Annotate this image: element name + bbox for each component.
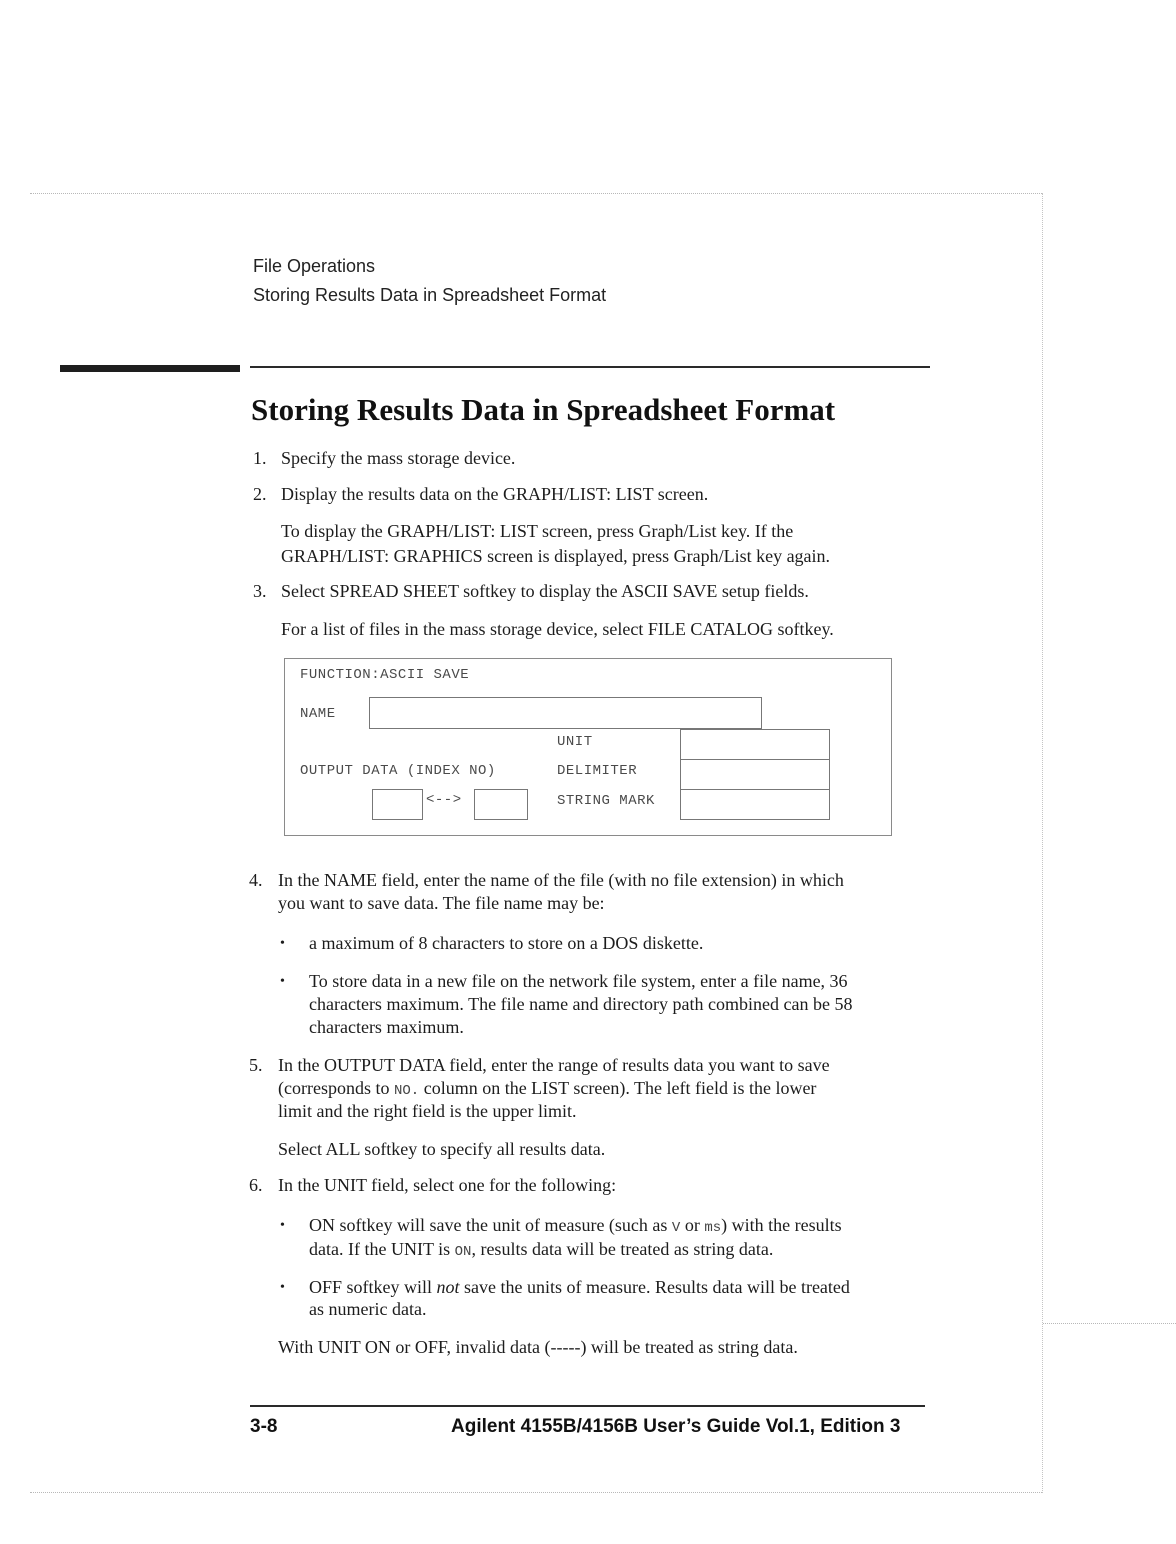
step-1-text: Specify the mass storage device.	[281, 448, 516, 468]
step-6-bullet-2-line-2: as numeric data.	[309, 1299, 427, 1319]
step-2-note-line-2: GRAPH/LIST: GRAPHICS screen is displayed, press Graph/List key again.	[281, 546, 831, 566]
scan-edge-right-tab	[1043, 1323, 1176, 1324]
step-2-note-line-1: To display the GRAPH/LIST: LIST screen, press Graph/List key. If the	[281, 521, 794, 541]
step-4-bullet-2-line-3: characters maximum.	[309, 1017, 464, 1037]
step-2-text: Display the results data on the GRAPH/LIST: LIST screen.	[281, 484, 709, 504]
step-3-number: 3.	[253, 581, 267, 601]
scan-edge-right	[1042, 193, 1043, 1493]
running-header-section: Storing Results Data in Spreadsheet Format	[253, 285, 607, 305]
output-data-lower-field[interactable]	[372, 789, 423, 820]
string-mark-field[interactable]	[680, 789, 830, 820]
step-4-number: 4.	[249, 870, 263, 890]
bullet-marker: •	[280, 936, 285, 951]
output-data-label: OUTPUT DATA (INDEX NO)	[300, 763, 496, 779]
no-column-code: NO.	[393, 1083, 420, 1099]
scan-edge-bottom	[30, 1492, 1042, 1493]
string-mark-label: STRING MARK	[557, 793, 655, 809]
page-title: Storing Results Data in Spreadsheet Format	[251, 392, 836, 427]
delimiter-field[interactable]	[680, 759, 830, 790]
running-header-chapter: File Operations	[253, 256, 376, 276]
step-4-bullet-2-line-2: characters maximum. The file name and directory path combined can be 58	[309, 994, 853, 1014]
output-data-upper-field[interactable]	[474, 789, 528, 820]
book-title: Agilent 4155B/4156B User’s Guide Vol.1, Edition 3	[451, 1416, 901, 1437]
range-arrow: <-->	[426, 792, 462, 808]
step-3-text: Select SPREAD SHEET softkey to display the ASCII SAVE setup fields.	[281, 581, 809, 601]
bullet-marker: •	[280, 1280, 285, 1295]
step-4-line-1: In the NAME field, enter the name of the file (with no file extension) in which	[278, 870, 844, 890]
step-4-bullet-1: a maximum of 8 characters to store on a DOS diskette.	[309, 933, 704, 953]
bullet-marker: •	[280, 1218, 285, 1233]
step-5-number: 5.	[249, 1055, 263, 1075]
step-5-line-1: In the OUTPUT DATA field, enter the range of results data you want to save	[278, 1055, 830, 1075]
ascii-save-setup-screen	[284, 658, 892, 836]
function-label: FUNCTION:ASCII SAVE	[300, 667, 470, 683]
name-label: NAME	[300, 706, 336, 722]
step-6-note: With UNIT ON or OFF, invalid data (-----) will be treated as string data.	[278, 1337, 798, 1357]
section-marker-bar	[60, 365, 240, 372]
step-6-bullet-2-line-1: OFF softkey will not save the units of measure. Results data will be treated	[309, 1277, 850, 1297]
step-6-text: In the UNIT field, select one for the following:	[278, 1175, 617, 1195]
step-6-number: 6.	[249, 1175, 263, 1195]
step-6-bullet-1-line-2: data. If the UNIT is ON, results data will be treated as string data.	[309, 1239, 774, 1260]
footer-rule	[250, 1405, 925, 1407]
unit-field[interactable]	[680, 729, 830, 760]
step-5-line-2: (corresponds to NO. column on the LIST screen). The left field is the lower	[278, 1078, 817, 1099]
page-number: 3-8	[250, 1416, 278, 1437]
step-4-bullet-2-line-1: To store data in a new file on the network file system, enter a file name, 36	[309, 971, 848, 991]
step-4-line-2: you want to save data. The file name may be:	[278, 893, 605, 913]
unit-label: UNIT	[557, 734, 593, 750]
delimiter-label: DELIMITER	[557, 763, 638, 779]
header-rule	[250, 366, 930, 368]
name-field[interactable]	[369, 697, 762, 729]
step-2-number: 2.	[253, 484, 267, 504]
step-5-note: Select ALL softkey to specify all results data.	[278, 1139, 606, 1159]
step-5-line-3: limit and the right field is the upper limit.	[278, 1101, 577, 1121]
step-3-note: For a list of files in the mass storage device, select FILE CATALOG softkey.	[281, 619, 834, 639]
scan-edge-top	[30, 193, 1042, 194]
step-1-number: 1.	[253, 448, 267, 468]
bullet-marker: •	[280, 974, 285, 989]
step-6-bullet-1-line-1: ON softkey will save the unit of measure (such as V or ms) with the results	[309, 1215, 842, 1236]
